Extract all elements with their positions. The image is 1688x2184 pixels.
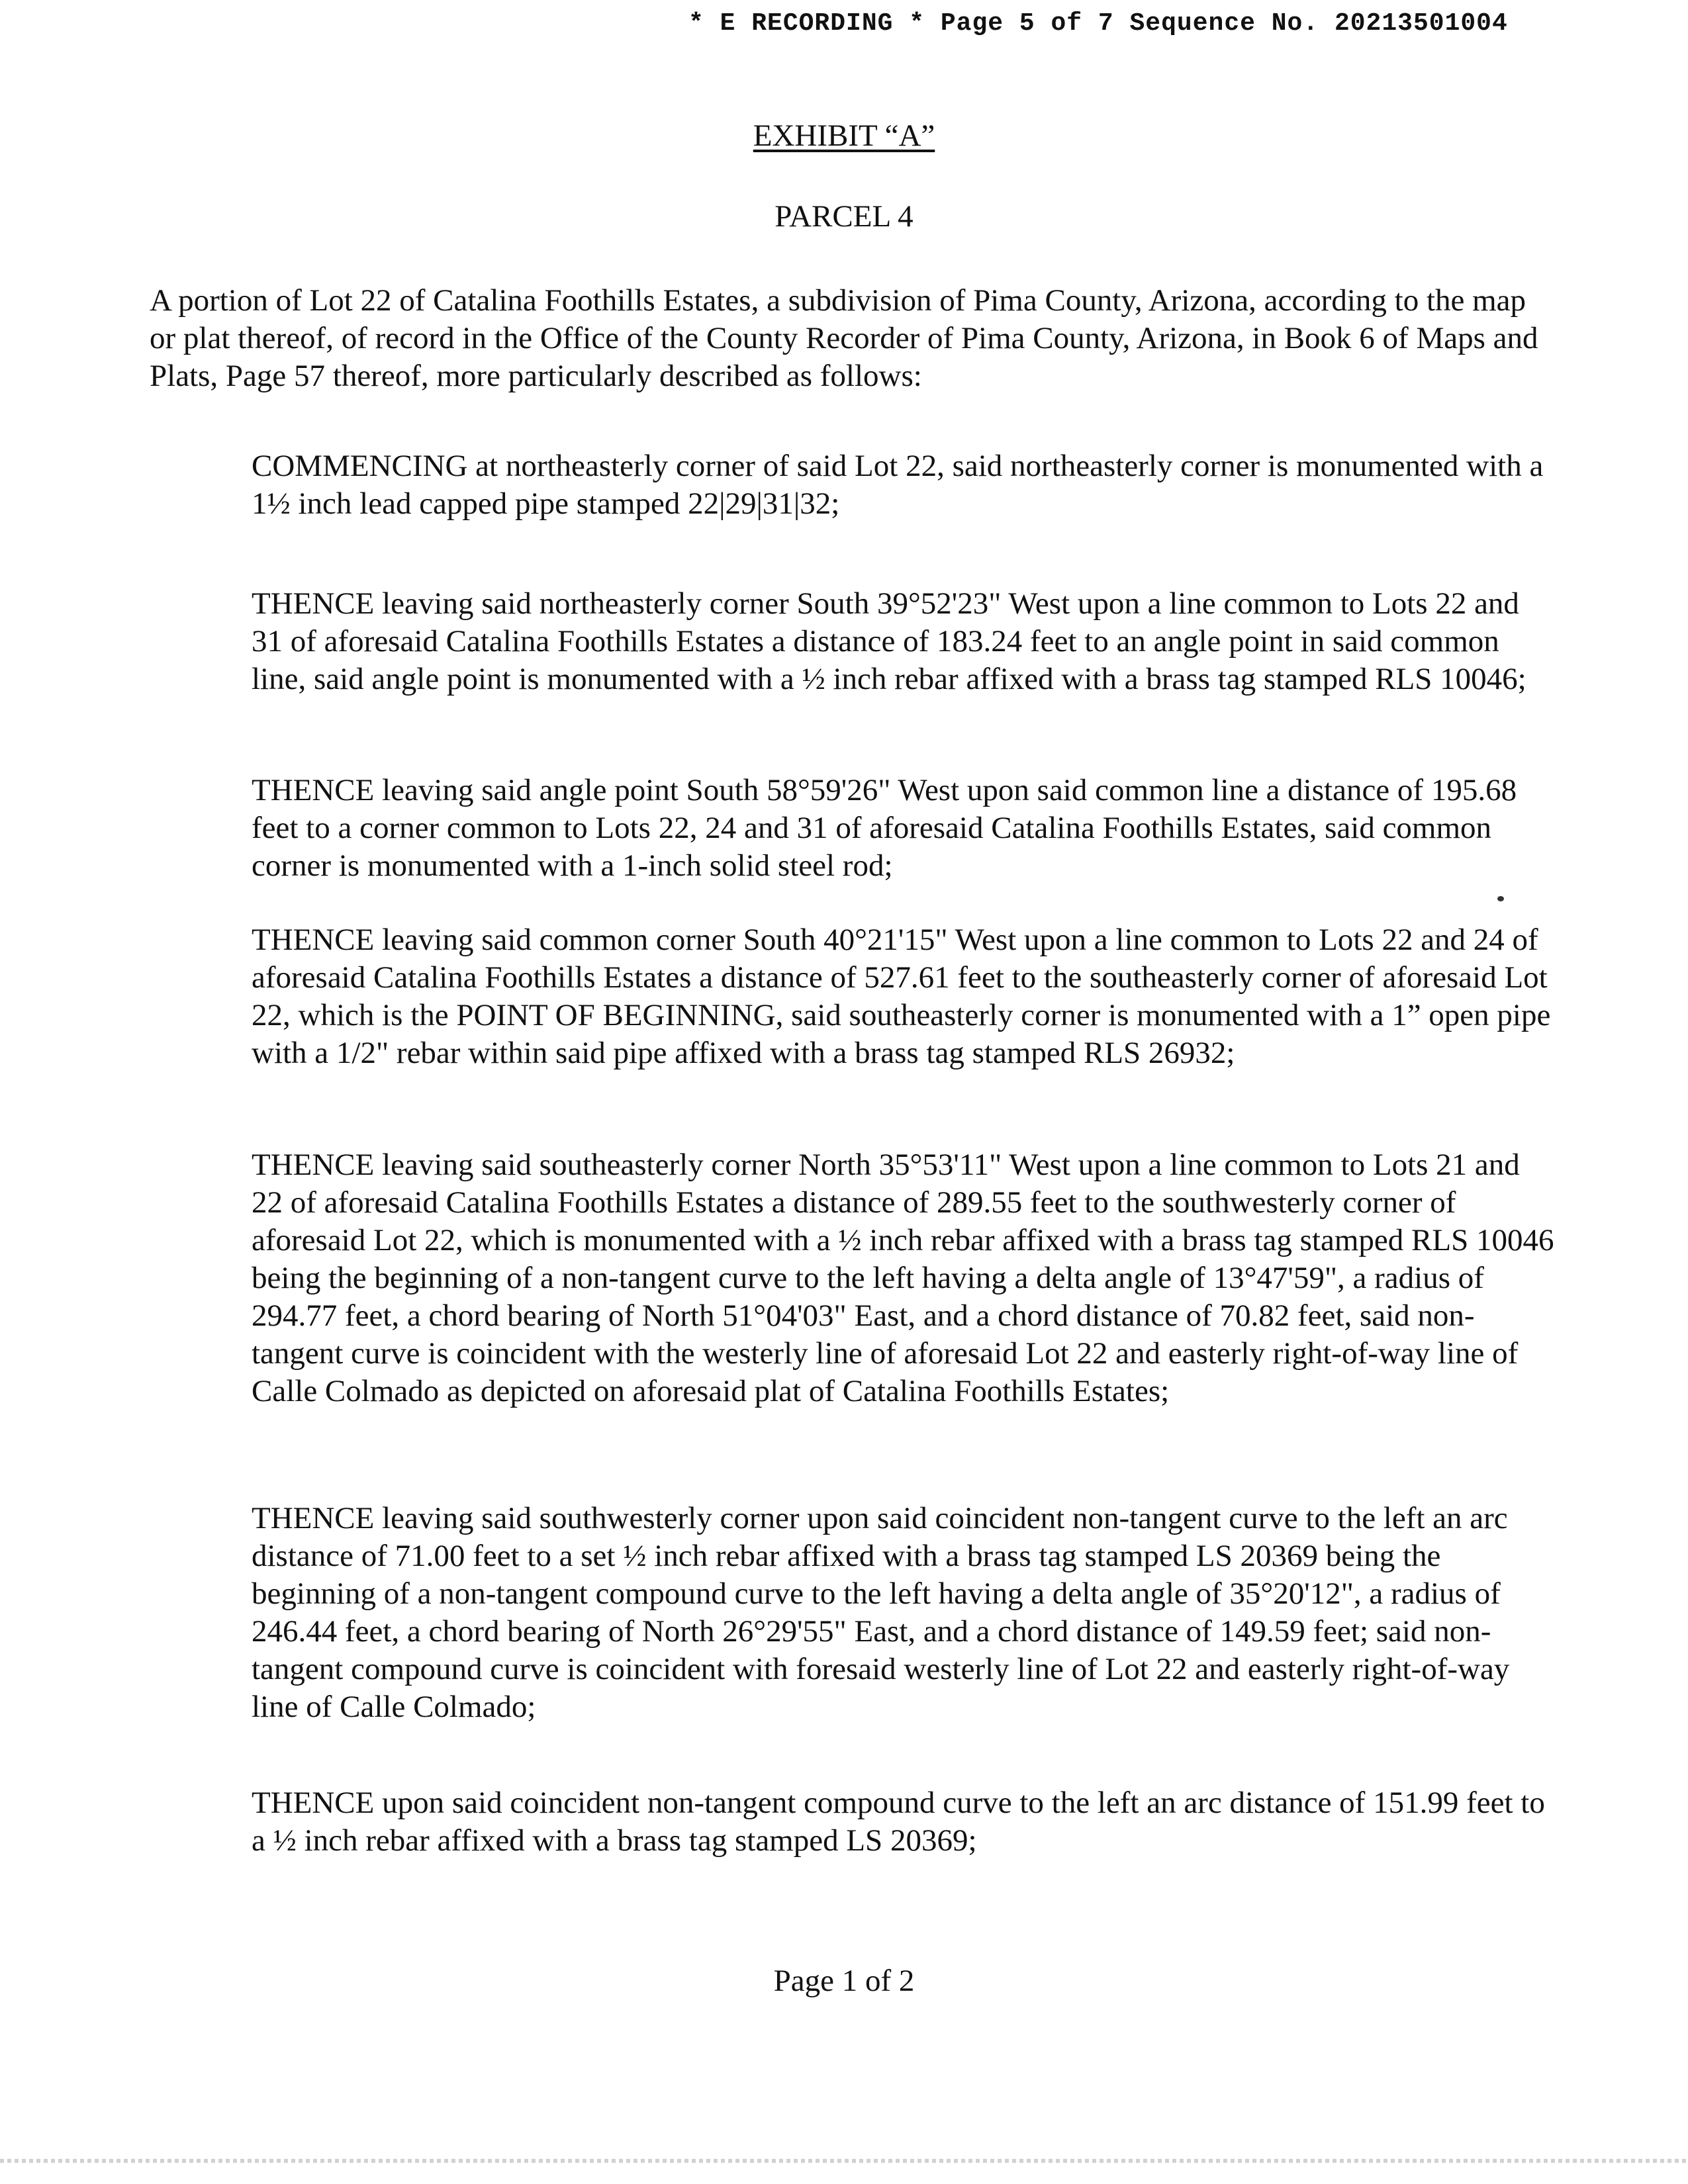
exhibit-title: EXHIBIT “A” [753,118,935,153]
course-paragraph-6: THENCE upon said coincident non-tangent compound curve to the left an arc distance of 151.99 feet to a ½ inch rebar affixed with a brass tag stamped LS 20369; [252,1786,1545,1858]
course-paragraph-5: THENCE leaving said southwesterly corner upon said coincident non-tangent curve to the left an arc distance of 71.00 feet to a set ½ inch rebar affixed with a brass tag stamped LS 20369 being the beginning of a non-tangent compound curve to the left having a delta angle of 35°20'12", a radius of 246.44 feet, a chord bearing of North 26°29'55" East, and a chord distance of 149.59 feet; said non-tangent compound curve is coincident with foresaid westerly line of Lot 22 and easterly right-of-way line of Calle Colmado; [252,1501,1510,1724]
course-paragraph-2: THENCE leaving said angle point South 58°59'26" West upon said common line a distance of 195.68 feet to a corner common to Lots 22, 24 and 31 of aforesaid Catalina Foothills Estates, said common corner is monumented with a 1-inch solid steel rod; [252,773,1517,883]
recording-header: * E RECORDING * Page 5 of 7 Sequence No. 20213501004 [688,9,1508,38]
scan-speck [1497,896,1504,901]
parcel-title: PARCEL 4 [774,199,914,234]
scan-edge-artifact [0,2159,1688,2163]
commencing-paragraph: COMMENCING at northeasterly corner of said Lot 22, said northeasterly corner is monumented with a 1½ inch lead capped pipe stamped 22|29|31|32; [252,449,1544,521]
page-number: Page 1 of 2 [773,1964,915,1998]
course-paragraph-1: THENCE leaving said northeasterly corner South 39°52'23" West upon a line common to Lots 22 and 31 of aforesaid Catalina Foothills Estates a distance of 183.24 feet to an angle point in said common line, said angle point is monumented with a ½ inch rebar affixed with a brass tag stamped RLS 10046; [252,586,1526,696]
course-paragraph-4: THENCE leaving said southeasterly corner North 35°53'11" West upon a line common to Lots 21 and 22 of aforesaid Catalina Foothills Estates a distance of 289.55 feet to the southwesterly corner of aforesaid Lot 22, which is monumented with a ½ inch rebar affixed with a brass tag stamped RLS 10046 being the beginning of a non-tangent curve to the left having a delta angle of 13°47'59", a radius of 294.77 feet, a chord bearing of North 51°04'03" East, and a chord distance of 70.82 feet, said non-tangent curve is coincident with the westerly line of aforesaid Lot 22 and easterly right-of-way line of Calle Colmado as depicted on aforesaid plat of Catalina Foothills Estates; [252,1148,1554,1408]
intro-paragraph: A portion of Lot 22 of Catalina Foothills Estates, a subdivision of Pima County, Arizona, according to the map or plat thereof, of record in the Office of the County Recorder of Pima County, Arizona, in Book 6 of Maps and Plats, Page 57 thereof, more particularly described as follows: [150,283,1538,393]
course-paragraph-3: THENCE leaving said common corner South 40°21'15" West upon a line common to Lots 22 and 24 of aforesaid Catalina Foothills Estates a distance of 527.61 feet to the southeasterly corner of aforesaid Lot 22, which is the POINT OF BEGINNING, said southeasterly corner is monumented with a 1” open pipe with a 1/2" rebar within said pipe affixed with a brass tag stamped RLS 26932; [252,923,1551,1070]
